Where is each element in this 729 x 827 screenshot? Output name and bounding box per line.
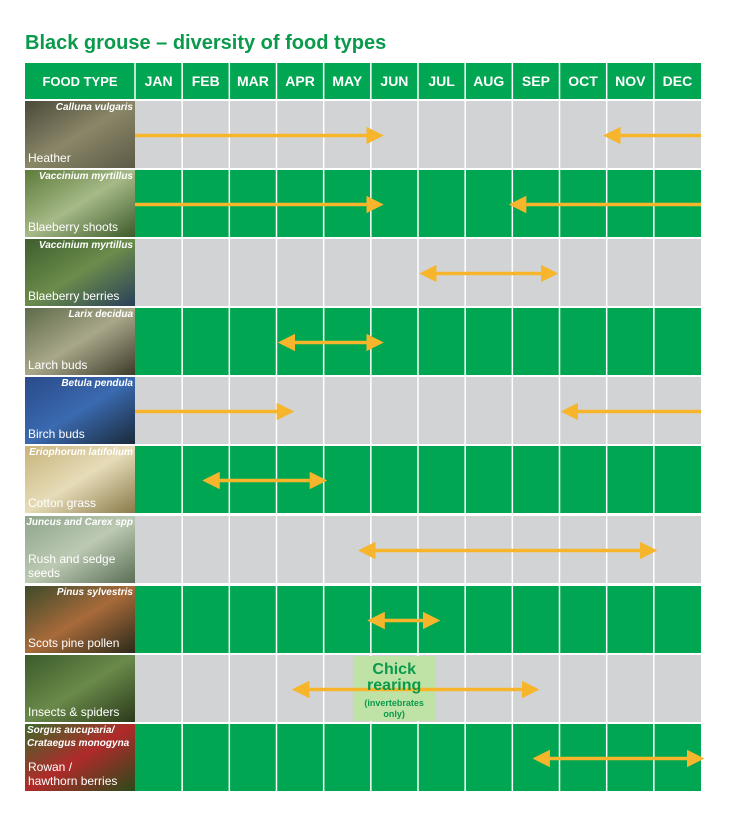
- food-name: Insects & spiders: [28, 705, 120, 719]
- food-name: Larch buds: [28, 358, 88, 372]
- food-name: seeds: [28, 566, 61, 580]
- latin-name: Vaccinium myrtillus: [38, 171, 133, 182]
- month-header-jan: JAN: [144, 73, 173, 89]
- latin-name: Juncus and Carex spp: [26, 517, 133, 528]
- food-name: Blaeberry shoots: [28, 220, 119, 234]
- month-header-aug: AUG: [473, 73, 505, 89]
- chick-rearing-note: only): [383, 709, 405, 719]
- header-row: [25, 63, 701, 99]
- month-header-mar: MAR: [236, 73, 269, 89]
- chick-rearing-label: Chick: [372, 661, 416, 678]
- latin-name: Eriophorum latifolium: [29, 447, 133, 458]
- latin-name: Sorgus aucuparia/: [27, 725, 115, 736]
- month-header-feb: FEB: [191, 73, 220, 89]
- latin-name: Calluna vulgaris: [55, 102, 133, 113]
- month-header-jun: JUN: [380, 73, 409, 89]
- latin-name: Pinus sylvestris: [56, 587, 133, 598]
- month-header-dec: DEC: [662, 73, 693, 89]
- chick-rearing-label: rearing: [367, 677, 422, 694]
- chick-rearing-note: (invertebrates: [364, 698, 424, 708]
- month-header-nov: NOV: [615, 73, 646, 89]
- food-name: Blaeberry berries: [28, 289, 120, 303]
- latin-name: Larix decidua: [68, 309, 133, 320]
- food-name: Scots pine pollen: [28, 636, 120, 650]
- food-name: hawthorn berries: [28, 774, 118, 788]
- food-name: Heather: [28, 151, 71, 165]
- food-name: Birch buds: [28, 427, 85, 441]
- chart-title: Black grouse – diversity of food types: [25, 32, 387, 54]
- column-header-food-type: FOOD TYPE: [42, 74, 118, 89]
- month-header-jul: JUL: [428, 73, 455, 89]
- month-header-apr: APR: [285, 73, 315, 89]
- month-header-sep: SEP: [521, 73, 550, 89]
- latin-name: Crataegus monogyna: [27, 738, 130, 749]
- food-name: Rowan /: [28, 760, 73, 774]
- month-header-may: MAY: [332, 73, 363, 89]
- latin-name: Vaccinium myrtillus: [38, 240, 133, 251]
- food-name: Rush and sedge: [28, 552, 116, 566]
- month-header-oct: OCT: [568, 73, 598, 89]
- food-name: Cotton grass: [28, 496, 97, 510]
- latin-name: Betula pendula: [61, 378, 133, 389]
